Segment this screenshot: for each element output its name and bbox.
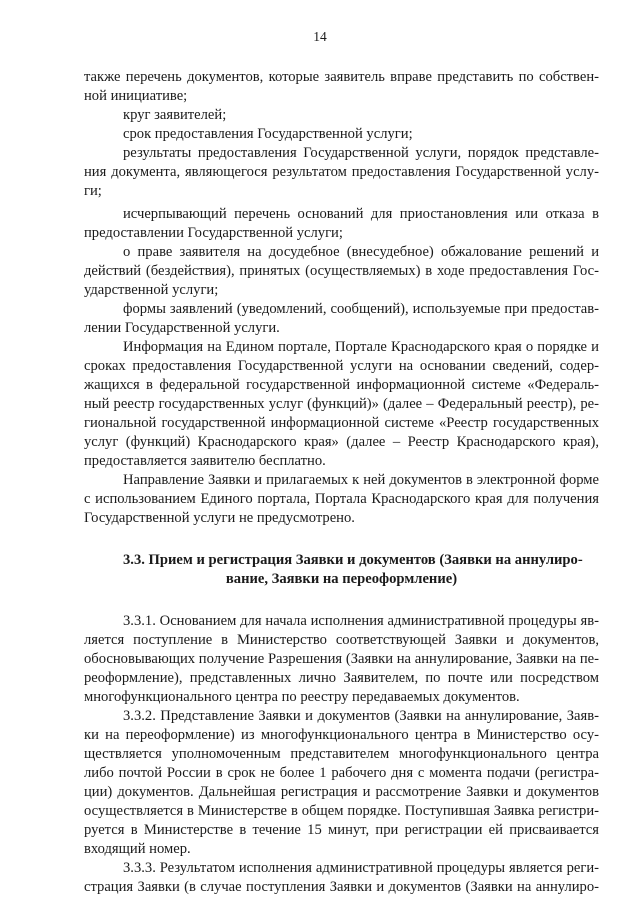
text-line: с использованием Единого портала, Портала Краснодарского края для получения	[84, 491, 599, 507]
text-line: Информация на Едином портале, Портале Краснодарского края о порядке и	[123, 339, 599, 355]
section-heading: вание, Заявки на переоформление)	[225, 571, 458, 587]
text-line: гиональной государственной информационной системе «Реестр государственных	[84, 415, 599, 431]
text-line: также перечень документов, которые заявитель вправе представить по собствен-	[84, 69, 599, 85]
text-line: исчерпывающий перечень оснований для приостановления или отказа в	[123, 206, 599, 222]
text-line: круг заявителей;	[123, 107, 227, 123]
text-line: жащихся в федеральной государственной информационной системе «Федераль-	[84, 377, 599, 393]
text-line: действий (бездействия), принятых (осуществляемых) в ходе предоставления Гос-	[84, 263, 599, 279]
text-line: реоформление), представленных лично Заявителем, по почте или посредством	[84, 670, 599, 686]
text-line: ции) документов. Дальнейшая регистрация и рассмотрение Заявки и документов	[84, 784, 599, 800]
text-line: многофункционального центра по реестру передаваемых документов.	[84, 689, 520, 705]
text-line: страция Заявки (в случае поступления Заявки и документов (Заявки на аннулиро-	[84, 879, 599, 895]
section-heading: 3.3. Прием и регистрация Заявки и документов (Заявки на аннулиро-	[123, 552, 583, 568]
text-line: 3.3.3. Результатом исполнения административной процедуры является реги-	[123, 860, 599, 876]
text-line: 3.3.2. Представление Заявки и документов (Заявки на аннулирование, Заяв-	[123, 708, 599, 724]
text-line: Направление Заявки и прилагаемых к ней документов в электронной форме	[123, 472, 599, 488]
text-line: ударственной услуги;	[84, 282, 219, 298]
text-line: срок предоставления Государственной услуги;	[123, 126, 413, 142]
text-line: сроках предоставления Государственной услуги на основании сведений, содер-	[84, 358, 599, 374]
text-line: формы заявлений (уведомлений, сообщений), используемые при предостав-	[123, 301, 599, 317]
text-line: лении Государственной услуги.	[84, 320, 280, 336]
text-line: услуг (функций) Краснодарского края» (далее – Реестр Краснодарского края),	[84, 434, 599, 450]
text-line: о праве заявителя на досудебное (внесудебное) обжалование решений и	[123, 244, 599, 260]
text-line: входящий номер.	[84, 841, 191, 857]
text-line: Государственной услуги не предусмотрено.	[84, 510, 355, 526]
text-line: предоставляется заявителю бесплатно.	[84, 453, 326, 469]
text-line: осуществляется в Министерстве в общем порядке. Поступившая Заявка регистри-	[84, 803, 599, 819]
text-line: предоставлении Государственной услуги;	[84, 225, 343, 241]
text-line: обосновывающих получение Разрешения (Заявки на аннулирование, Заявки на пе-	[84, 651, 599, 667]
text-line: либо почтой России в срок не более 1 рабочего дня с момента подачи (регистра-	[84, 765, 599, 781]
page-number: 14	[313, 29, 327, 44]
text-line: ния документа, являющегося результатом предоставления Государственной услу-	[84, 164, 599, 180]
text-line: ляется поступление в Министерство соответствующей Заявки и документов,	[84, 632, 599, 648]
text-line: ный реестр государственных услуг (функций)» (далее – Федеральный реестр), ре-	[84, 396, 599, 412]
text-line: ки на переоформление) из многофункционального центра в Министерство осу-	[84, 727, 599, 743]
text-line: ги;	[84, 183, 102, 199]
text-line: ной инициативе;	[84, 88, 188, 104]
text-line: руется в Министерстве в течение 15 минут, при регистрации ей присваивается	[84, 822, 599, 838]
text-line: ществляется уполномоченным представителем многофункционального центра	[84, 746, 599, 762]
text-line: результаты предоставления Государственной услуги, порядок представле-	[123, 145, 599, 161]
text-line: 3.3.1. Основанием для начала исполнения административной процедуры яв-	[123, 613, 599, 629]
